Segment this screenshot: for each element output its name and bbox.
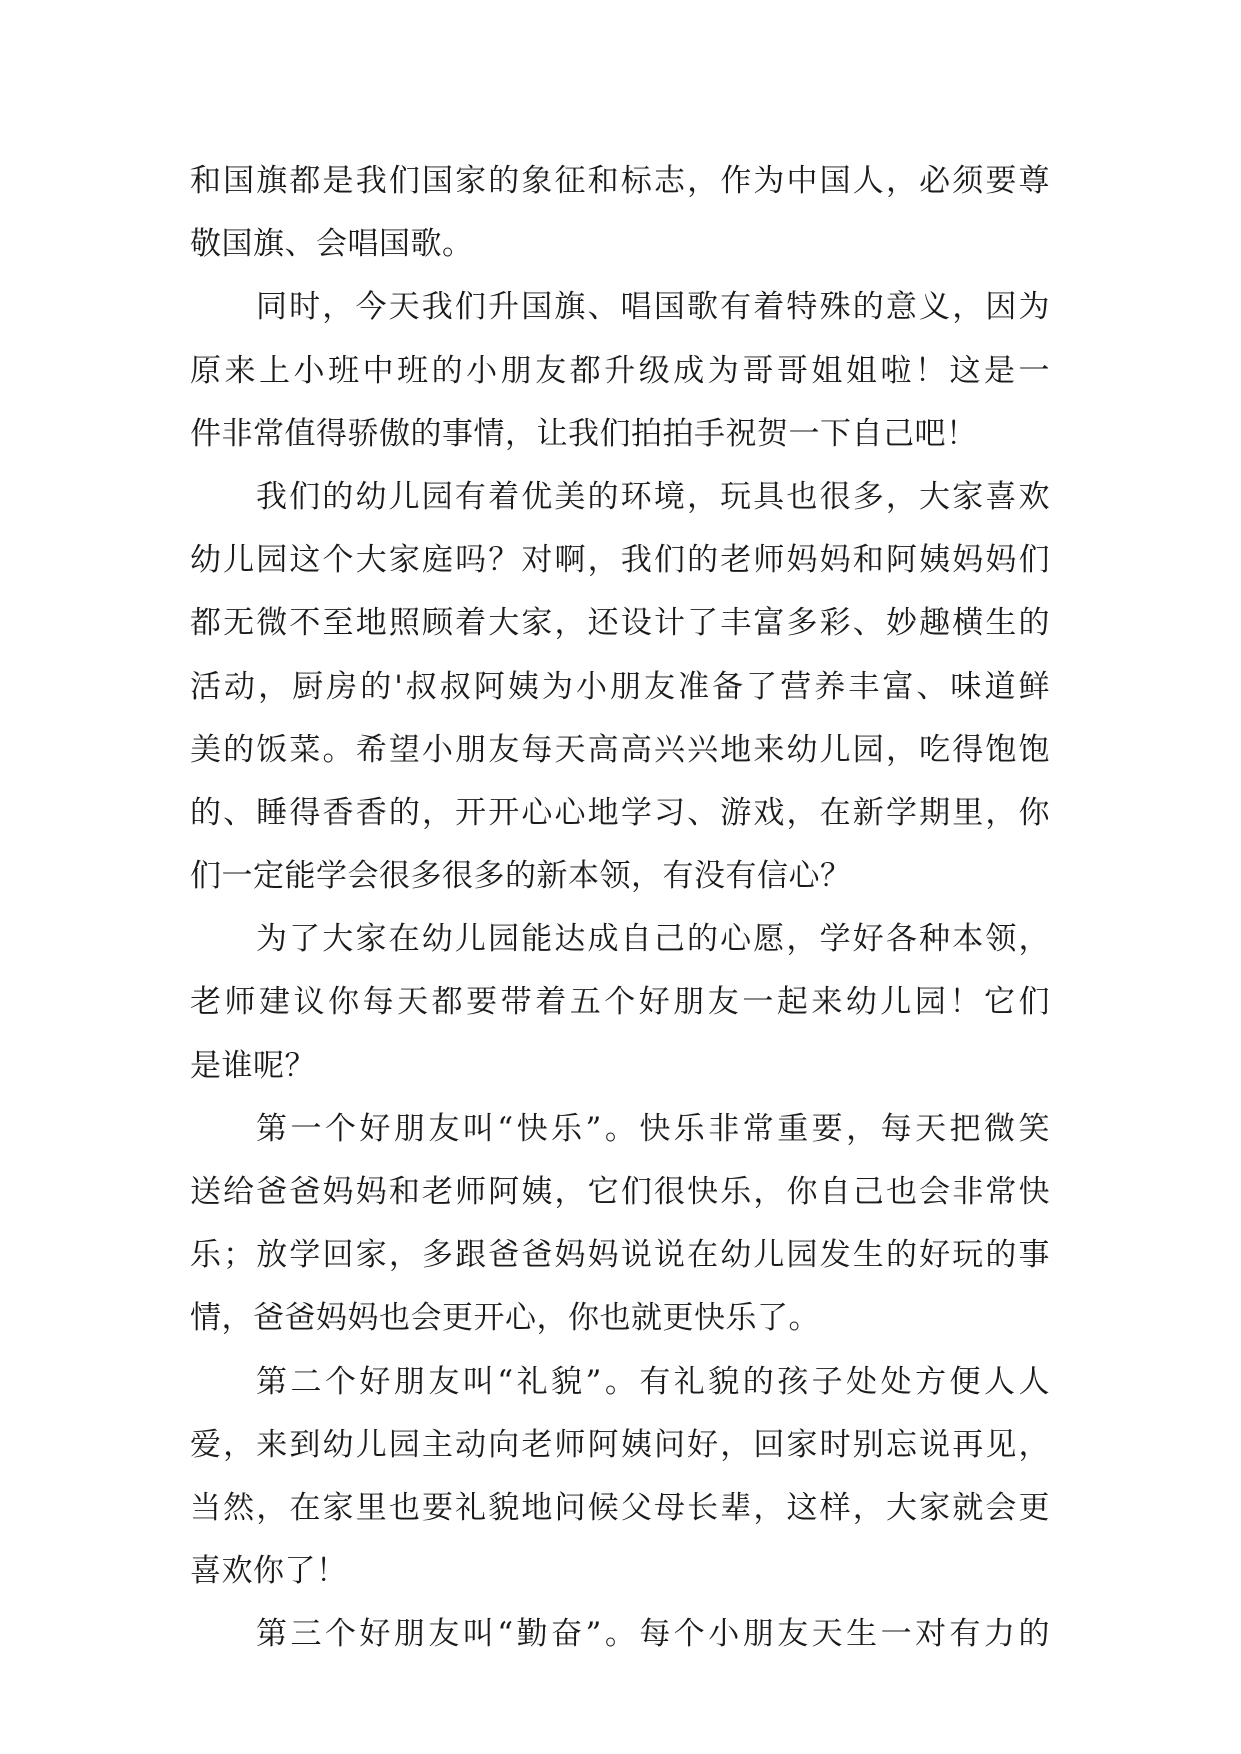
- text-line: 第二个好朋友叫“礼貌”。有礼貌的孩子处处方便人人: [256, 1363, 1050, 1400]
- text-line: 美的饭菜。希望小朋友每天高高兴兴地来幼儿园，吃得饱饱: [190, 731, 1050, 768]
- text-line: 为了大家在幼儿园能达成自己的心愿，学好各种本领，: [256, 921, 1050, 958]
- text-line: 件非常值得骄傲的事情，让我们拍拍手祝贺一下自己吧！: [190, 415, 978, 452]
- text-line: 我们的幼儿园有着优美的环境，玩具也很多，大家喜欢: [256, 478, 1050, 515]
- text-line: 第一个好朋友叫“快乐”。快乐非常重要，每天把微笑: [256, 1110, 1050, 1147]
- text-line: 乐；放学回家，多跟爸爸妈妈说说在幼儿园发生的好玩的事: [190, 1237, 1050, 1274]
- text-line: 老师建议你每天都要带着五个好朋友一起来幼儿园！它们: [190, 984, 1050, 1021]
- paragraph: [190, 1098, 1050, 1351]
- paragraph: [190, 150, 1050, 276]
- text-line: 和国旗都是我们国家的象征和标志，作为中国人，必须要尊: [190, 163, 1050, 199]
- paragraph: [190, 1603, 1050, 1666]
- text-line: 们一定能学会很多很多的新本领，有没有信心？: [190, 858, 852, 895]
- paragraph: [190, 276, 1050, 466]
- text-line: 喜欢你了！: [190, 1553, 348, 1590]
- text-line: 幼儿园这个大家庭吗？对啊，我们的老师妈妈和阿姨妈妈们: [190, 542, 1050, 579]
- text-line: 第三个好朋友叫“勤奋”。每个小朋友天生一对有力的: [256, 1616, 1050, 1653]
- paragraph: [190, 908, 1050, 1098]
- paragraph: [190, 1351, 1050, 1604]
- text-line: 情，爸爸妈妈也会更开心，你也就更快乐了。: [190, 1300, 820, 1337]
- text-line: 活动，厨房的'叔叔阿姨为小朋友准备了营养丰富、味道鲜: [190, 668, 1050, 705]
- text-line: 原来上小班中班的小朋友都升级成为哥哥姐姐啦！这是一: [190, 352, 1050, 389]
- text-line: 同时，今天我们升国旗、唱国歌有着特殊的意义，因为: [256, 289, 1050, 326]
- document-body: [190, 150, 1050, 1667]
- text-line: 是谁呢？: [190, 1047, 316, 1084]
- text-line: 当然，在家里也要礼貌地问候父母长辈，这样，大家就会更: [190, 1489, 1050, 1526]
- paragraph: [190, 466, 1050, 908]
- text-line: 敬国旗、会唱国歌。: [190, 226, 474, 263]
- text-line: 爱，来到幼儿园主动向老师阿姨问好，回家时别忘说再见，: [190, 1426, 1050, 1463]
- text-line: 的、睡得香香的，开开心心地学习、游戏，在新学期里，你: [190, 794, 1050, 831]
- text-line: 送给爸爸妈妈和老师阿姨，它们很快乐，你自己也会非常快: [190, 1174, 1050, 1210]
- text-line: 都无微不至地照顾着大家，还设计了丰富多彩、妙趣横生的: [190, 605, 1050, 642]
